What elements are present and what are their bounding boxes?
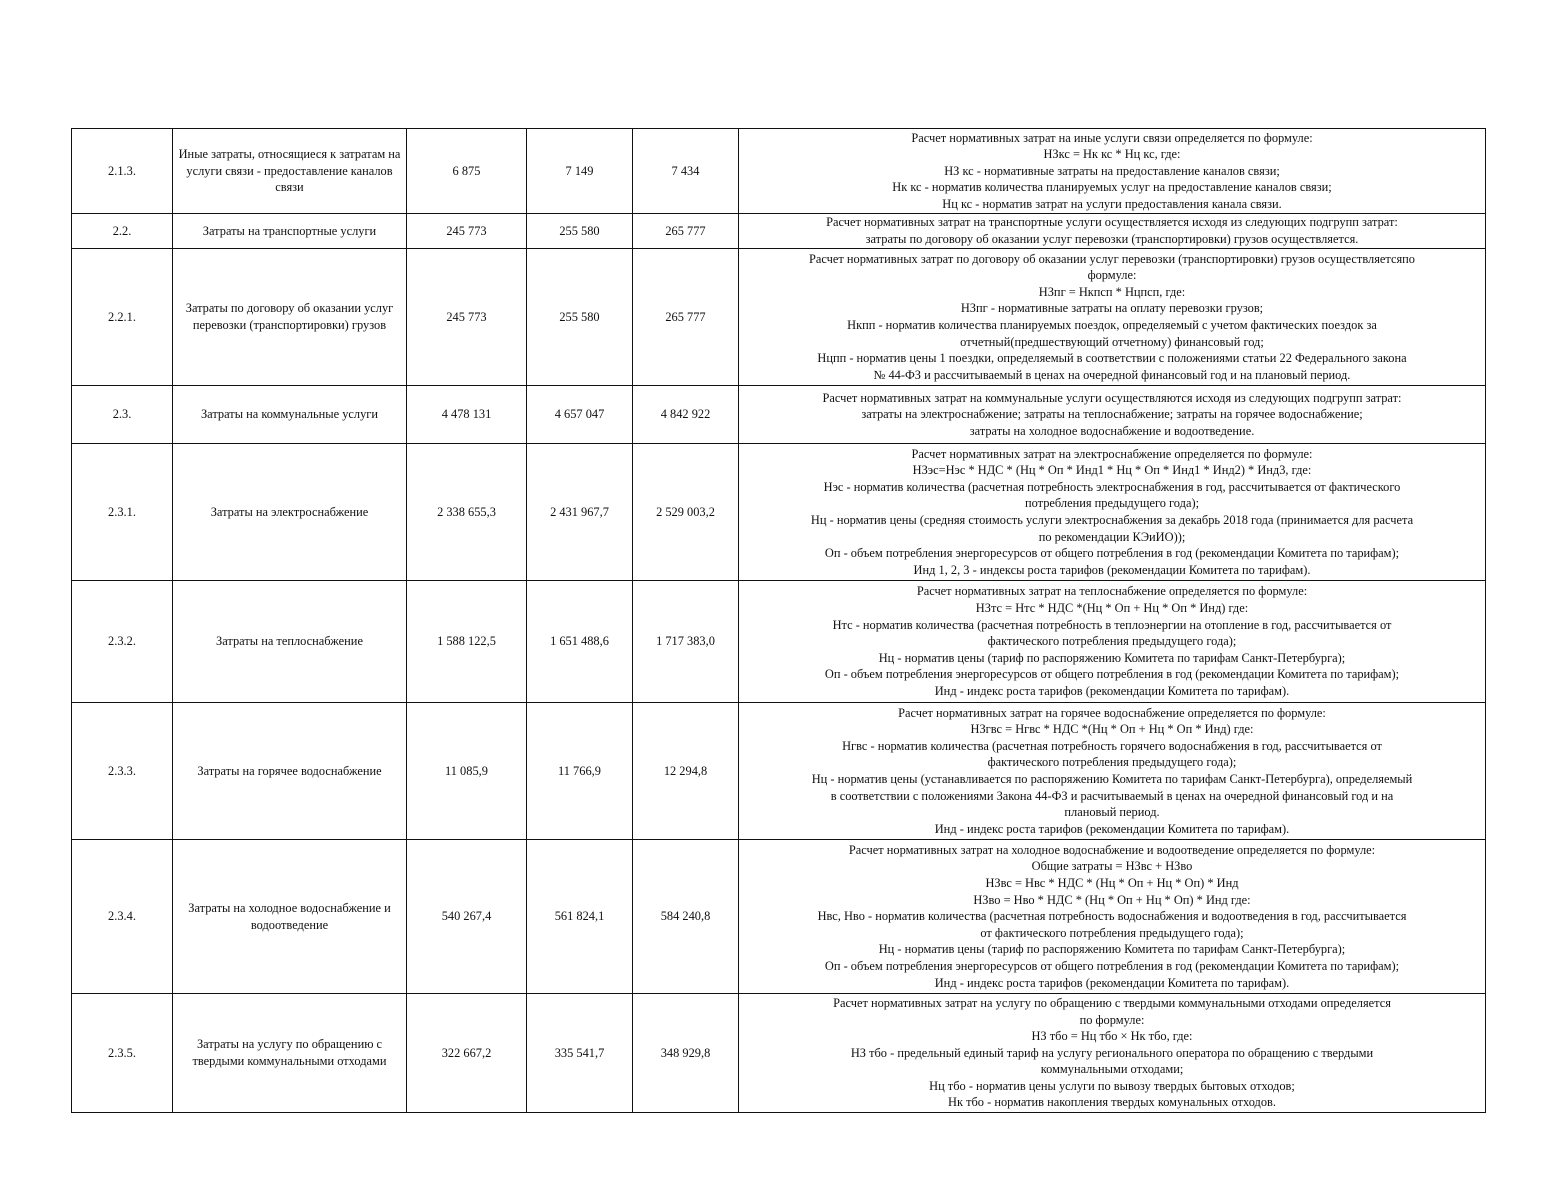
description-line: Нэс - норматив количества (расчетная потребность электроснабжения в год, рассчитывается от фактического <box>823 479 1401 494</box>
description-line: от фактического потребления предыдущего года); <box>980 925 1244 940</box>
cost-item-name: Затраты на холодное водоснабжение и водоотведение <box>173 840 407 994</box>
row-number: 2.2.1. <box>72 249 173 386</box>
value-year-2: 1 651 488,6 <box>527 581 633 703</box>
description-line: Нгвс - норматив количества (расчетная потребность горячего водоснабжения в год, рассчитывается от <box>842 738 1382 753</box>
calculation-description <box>739 214 1486 249</box>
description-line: Инд 1, 2, 3 - индексы роста тарифов (рекомендации Комитета по тарифам). <box>913 562 1311 577</box>
description-line: Расчет нормативных затрат на горячее водоснабжение определяется по формуле: <box>898 705 1326 720</box>
value-year-3: 348 929,8 <box>633 994 739 1113</box>
value-year-3: 2 529 003,2 <box>633 444 739 581</box>
description-line: НЗтс = Нтс * НДС *(Нц * Оп + Нц * Оп * Инд) где: <box>975 601 1249 616</box>
calculation-description <box>739 129 1486 214</box>
table-row <box>72 994 1486 1113</box>
row-number: 2.2. <box>72 214 173 249</box>
row-number: 2.1.3. <box>72 129 173 214</box>
description-line: Нц - норматив цены (тариф по распоряжению Комитета по тарифам Санкт-Петербурга); <box>878 942 1346 957</box>
description-line: в соответствии с положениями Закона 44-ФЗ и расчитываемый в ценах на очередной финансовый год и на <box>830 788 1394 803</box>
description-line: Расчет нормативных затрат на электроснабжение определяется по формуле: <box>911 446 1313 461</box>
row-number: 2.3. <box>72 386 173 444</box>
description-line: Расчет нормативных затрат на транспортные услуги осуществляется исходя из следующих подгрупп затрат: <box>826 215 1398 230</box>
value-year-2: 255 580 <box>527 214 633 249</box>
table-row <box>72 703 1486 840</box>
description-line: НЗпг - нормативные затраты на оплату перевозки грузов; <box>960 301 1264 316</box>
cost-item-name: Затраты на коммунальные услуги <box>173 386 407 444</box>
description-line: Нк тбо - норматив накопления твердых комунальных отходов. <box>948 1095 1276 1110</box>
table-row <box>72 444 1486 581</box>
table-row <box>72 581 1486 703</box>
description-line: Нц - норматив цены (средняя стоимость услуги электроснабжения за декабрь 2018 года (принимается для расчета <box>810 513 1414 527</box>
calculation-description <box>739 994 1486 1113</box>
description-line: НЗгвс = Нгвс * НДС *(Нц * Оп + Нц * Оп * Инд) где: <box>970 722 1254 737</box>
description-line: по формуле: <box>1079 1012 1145 1027</box>
value-year-2: 7 149 <box>527 129 633 214</box>
value-year-3: 7 434 <box>633 129 739 214</box>
description-line: формуле: <box>1087 268 1137 283</box>
calculation-description <box>739 840 1486 994</box>
description-line: Расчет нормативных затрат на коммунальные услуги осуществляются исходя из следующих подгрупп затрат: <box>822 390 1402 405</box>
value-year-3: 265 777 <box>633 249 739 386</box>
description-line: Нц - норматив цены (тариф по распоряжению Комитета по тарифам Санкт-Петербурга); <box>878 650 1346 665</box>
description-line: НЗпг = Нкпсп * Нцпсп, где: <box>1038 284 1186 299</box>
value-year-3: 1 717 383,0 <box>633 581 739 703</box>
description-line: затраты по договору об оказании услуг перевозки (транспортировки) грузов осуществляется. <box>865 232 1359 246</box>
description-line: НЗ кс - нормативные затраты на предоставление каналов связи; <box>944 163 1280 178</box>
value-year-3: 265 777 <box>633 214 739 249</box>
value-year-3: 4 842 922 <box>633 386 739 444</box>
table-row <box>72 249 1486 386</box>
table-row <box>72 214 1486 249</box>
description-line: Нц тбо - норматив цены услуги по вывозу твердых бытовых отходов; <box>929 1078 1295 1093</box>
row-number: 2.3.4. <box>72 840 173 994</box>
description-line: Инд - индекс роста тарифов (рекомендации Комитета по тарифам). <box>934 975 1290 990</box>
description-line: отчетный(предшествующий отчетному) финансовый год; <box>960 334 1264 349</box>
row-number: 2.3.3. <box>72 703 173 840</box>
description-line: Инд - индекс роста тарифов (рекомендации Комитета по тарифам). <box>934 821 1290 836</box>
description-line: НЗво = Нво * НДС * (Нц * Оп + Нц * Оп) * Инд где: <box>973 892 1251 907</box>
value-year-1: 322 667,2 <box>407 994 527 1113</box>
description-line: Расчет нормативных затрат на теплоснабжение определяется по формуле: <box>916 584 1308 599</box>
description-line: Общие затраты = НЗвс + НЗво <box>1031 859 1193 874</box>
value-year-2: 4 657 047 <box>527 386 633 444</box>
calculation-description <box>739 444 1486 581</box>
description-line: коммунальными отходами; <box>1040 1062 1184 1077</box>
description-line: Инд - индекс роста тарифов (рекомендации Комитета по тарифам). <box>934 683 1290 698</box>
description-line: затраты на электроснабжение; затраты на теплоснабжение; затраты на горячее водоснабжение; <box>861 407 1363 422</box>
cost-item-name: Затраты на транспортные услуги <box>173 214 407 249</box>
description-line: фактического потребления предыдущего года); <box>987 755 1237 770</box>
calculation-description <box>739 581 1486 703</box>
value-year-1: 11 085,9 <box>407 703 527 840</box>
row-number: 2.3.1. <box>72 444 173 581</box>
description-line: НЗ тбо - предельный единый тариф на услугу регионального оператора по обращению с твердыми <box>850 1045 1374 1060</box>
calculation-description <box>739 703 1486 840</box>
table-row <box>72 129 1486 214</box>
description-line: затраты на холодное водоснабжение и водоотведение. <box>969 423 1255 438</box>
description-line: по рекомендации КЭиИО)); <box>1038 529 1186 544</box>
value-year-1: 2 338 655,3 <box>407 444 527 581</box>
cost-norms-table <box>71 128 1486 1113</box>
cost-item-name: Иные затраты, относящиеся к затратам на услуги связи - предоставление каналов связи <box>173 129 407 214</box>
description-line: Нц кс - норматив затрат на услуги предоставления канала связи. <box>942 196 1282 211</box>
value-year-1: 245 773 <box>407 249 527 386</box>
cost-item-name: Затраты на электроснабжение <box>173 444 407 581</box>
value-year-1: 540 267,4 <box>407 840 527 994</box>
description-line: Нкпп - норматив количества планируемых поездок, определяемый с учетом фактических поездок за <box>847 318 1377 332</box>
description-line: Нк кс - норматив количества планируемых услуг на предоставление каналов связи; <box>892 180 1332 195</box>
value-year-2: 255 580 <box>527 249 633 386</box>
row-number: 2.3.5. <box>72 994 173 1113</box>
description-line: Оп - объем потребления энергоресурсов от общего потребления в год (рекомендации Комитета по тарифам); <box>824 546 1400 561</box>
description-line: фактического потребления предыдущего года); <box>987 634 1237 649</box>
cost-item-name: Затраты по договору об оказании услуг перевозки (транспортировки) грузов <box>173 249 407 386</box>
value-year-2: 335 541,7 <box>527 994 633 1113</box>
value-year-2: 2 431 967,7 <box>527 444 633 581</box>
value-year-1: 245 773 <box>407 214 527 249</box>
cost-item-name: Затраты на услугу по обращению с твердыми коммунальными отходами <box>173 994 407 1113</box>
table-body <box>72 129 1486 1113</box>
value-year-1: 6 875 <box>407 129 527 214</box>
description-line: Нтс - норматив количества (расчетная потребность в теплоэнергии на отопление в год, рассчитывается от <box>832 617 1392 632</box>
description-line: Оп - объем потребления энергоресурсов от общего потребления в год (рекомендации Комитета по тарифам); <box>824 667 1400 682</box>
description-line: Нцпп - норматив цены 1 поездки, определяемый в соответствии с положениями статьи 22 Федерального закона <box>817 351 1407 366</box>
description-line: Нц - норматив цены (устанавливается по распоряжению Комитета по тарифам Санкт-Петербурга), определяемый <box>811 772 1413 786</box>
description-line: НЗ тбо = Нц тбо × Нк тбо, где: <box>1031 1029 1193 1044</box>
description-line: плановый период. <box>1064 805 1160 820</box>
row-number: 2.3.2. <box>72 581 173 703</box>
value-year-1: 1 588 122,5 <box>407 581 527 703</box>
description-line: потребления предыдущего года); <box>1024 496 1200 511</box>
cost-item-name: Затраты на теплоснабжение <box>173 581 407 703</box>
description-line: Расчет нормативных затрат на услугу по обращению с твердыми коммунальными отходами определяется <box>833 995 1391 1010</box>
description-line: НЗкс = Нк кс * Нц кс, где: <box>1043 147 1181 162</box>
description-line: НЗвс = Нвс * НДС * (Нц * Оп + Нц * Оп) * Инд <box>985 876 1239 891</box>
value-year-1: 4 478 131 <box>407 386 527 444</box>
description-line: Расчет нормативных затрат на холодное водоснабжение и водоотведение определяется по формуле: <box>848 842 1376 857</box>
value-year-2: 561 824,1 <box>527 840 633 994</box>
cost-item-name: Затраты на горячее водоснабжение <box>173 703 407 840</box>
table-row <box>72 386 1486 444</box>
description-line: Нвс, Нво - норматив количества (расчетная потребность водоснабжения и водоотведения в год, рассчитывается <box>817 909 1407 924</box>
description-line: Оп - объем потребления энергоресурсов от общего потребления в год (рекомендации Комитета по тарифам); <box>824 958 1400 973</box>
value-year-3: 12 294,8 <box>633 703 739 840</box>
description-line: НЗэс=Нэс * НДС * (Нц * Оп * Инд1 * Нц * Оп * Инд1 * Инд2) * Инд3, где: <box>912 463 1312 478</box>
calculation-description <box>739 386 1486 444</box>
description-line: Расчет нормативных затрат на иные услуги связи определяется по формуле: <box>911 130 1313 145</box>
value-year-2: 11 766,9 <box>527 703 633 840</box>
description-line: № 44-ФЗ и рассчитываемый в ценах на очередной финансовый год и на плановый период. <box>873 367 1351 382</box>
calculation-description <box>739 249 1486 386</box>
description-line: Расчет нормативных затрат по договору об оказании услуг перевозки (транспортировки) грузов осуществляетсяпо <box>809 251 1415 266</box>
table-row <box>72 840 1486 994</box>
value-year-3: 584 240,8 <box>633 840 739 994</box>
